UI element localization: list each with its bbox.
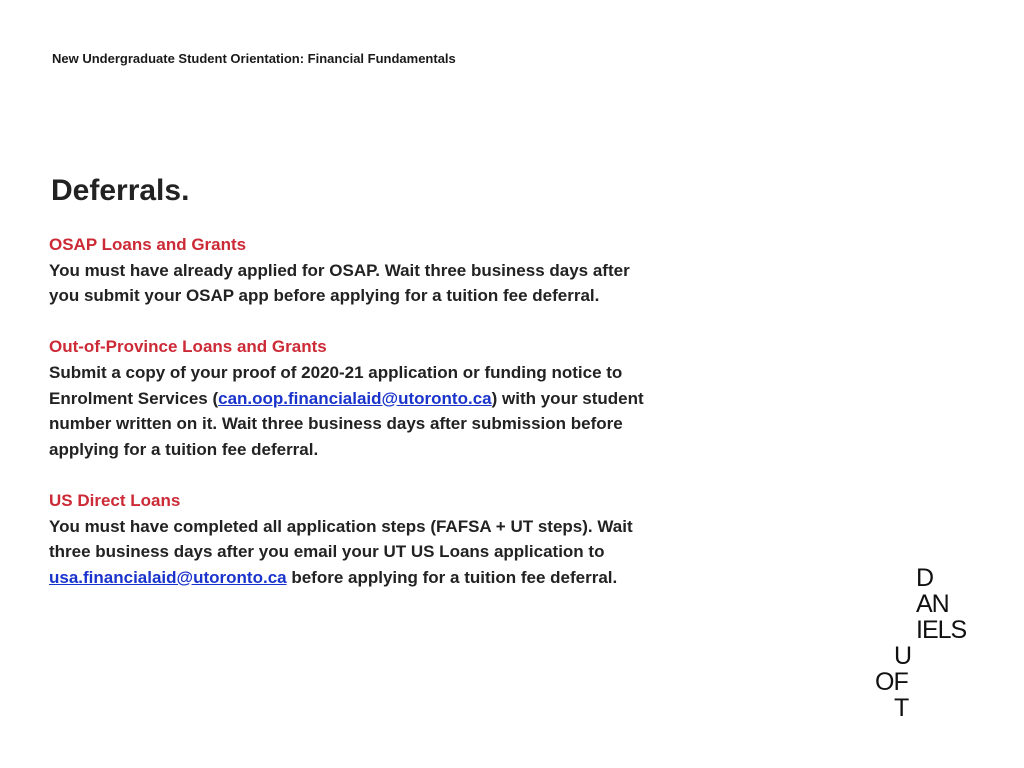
section-out-of-province [49, 334, 689, 462]
logo-line-1: D [916, 564, 934, 592]
header-title: New Undergraduate Student Orientation: Financial Fundamentals [52, 51, 456, 66]
section-heading-us-direct-loans: US Direct Loans [49, 490, 181, 510]
page-title: Deferrals. [51, 174, 190, 207]
us-email-link[interactable]: usa.financialaid@utoronto.ca [49, 567, 287, 587]
oop-line-1: Submit a copy of your proof of 2020-21 application or funding notice to [49, 362, 623, 382]
logo-line-3: IELS [916, 616, 967, 644]
logo-line-2: AN [916, 590, 949, 618]
oop-line-4: applying for a tuition fee deferral. [49, 439, 319, 459]
oop-line-2-after: ) with your student [491, 388, 644, 408]
daniels-uoft-logo [874, 565, 984, 725]
osap-line-2: you submit your OSAP app before applying for a tuition fee deferral. [49, 286, 600, 306]
oop-line-3: number written on it. Wait three business days after submission before [49, 414, 623, 434]
logo-line-4: U [894, 642, 912, 670]
us-line-3-after: before applying for a tuition fee deferral. [286, 567, 618, 587]
logo-line-5: OF [875, 668, 908, 696]
content-body [49, 232, 689, 616]
osap-line-1: You must have already applied for OSAP. Wait three business days after [49, 260, 630, 280]
oop-line-2 [49, 386, 689, 412]
logo-line-6: T [894, 694, 909, 722]
us-line-2: three business days after you email your UT US Loans application to [49, 542, 605, 562]
section-heading-osap: OSAP Loans and Grants [49, 235, 247, 254]
oop-line-2-before: Enrolment Services ( [49, 388, 219, 408]
section-us-direct-loans [49, 488, 689, 590]
section-heading-out-of-province: Out-of-Province Loans and Grants [49, 337, 327, 357]
us-line-1: You must have completed all application steps (FAFSA + UT steps). Wait [49, 516, 633, 536]
us-line-3 [49, 565, 689, 591]
section-osap [49, 232, 689, 309]
oop-email-link[interactable]: can.oop.financialaid@utoronto.ca [218, 388, 492, 408]
